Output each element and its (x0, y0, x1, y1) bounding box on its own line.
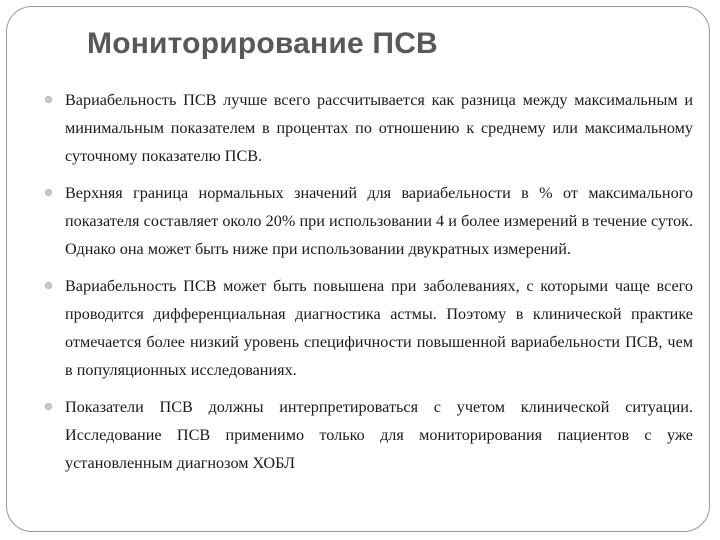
bullet-item-2 (65, 179, 693, 263)
bullet-list (65, 86, 693, 486)
bullet-dot-icon (45, 282, 52, 289)
slide-title: Мониторирование ПСВ (87, 27, 438, 60)
bullet-item-3 (65, 272, 693, 384)
bullet-dot-icon (45, 403, 52, 410)
bullet-dot-icon (45, 96, 52, 103)
slide-frame (6, 6, 710, 532)
bullet-text: Вариабельность ПСВ может быть повышена при заболеваниях, с которыми чаще всего проводится дифференциальная диагностика астмы. Поэтому в клинической практике отмечается более низкий уровень специфичности повышенной вариабельности ПСВ, чем в популяционных исследованиях. (65, 277, 693, 379)
bullet-text: Верхняя граница нормальных значений для вариабельности в % от максимального показателя составляет около 20% при использовании 4 и более измерений в течение суток. Однако она может быть ниже при использовании двукратных измерений. (65, 184, 693, 258)
bullet-text: Показатели ПСВ должны интерпретироваться с учетом клинической ситуации. Исследование ПСВ применимо только для мониторирования пациентов с уже установленным диагнозом ХОБЛ (65, 398, 693, 472)
bullet-dot-icon (45, 189, 52, 196)
bullet-item-1 (65, 86, 693, 170)
bullet-item-4 (65, 393, 693, 477)
bullet-text: Вариабельность ПСВ лучше всего рассчитывается как разница между максимальным и минимальным показателем в процентах по отношению к среднему или максимальному суточному показателю ПСВ. (65, 91, 693, 165)
